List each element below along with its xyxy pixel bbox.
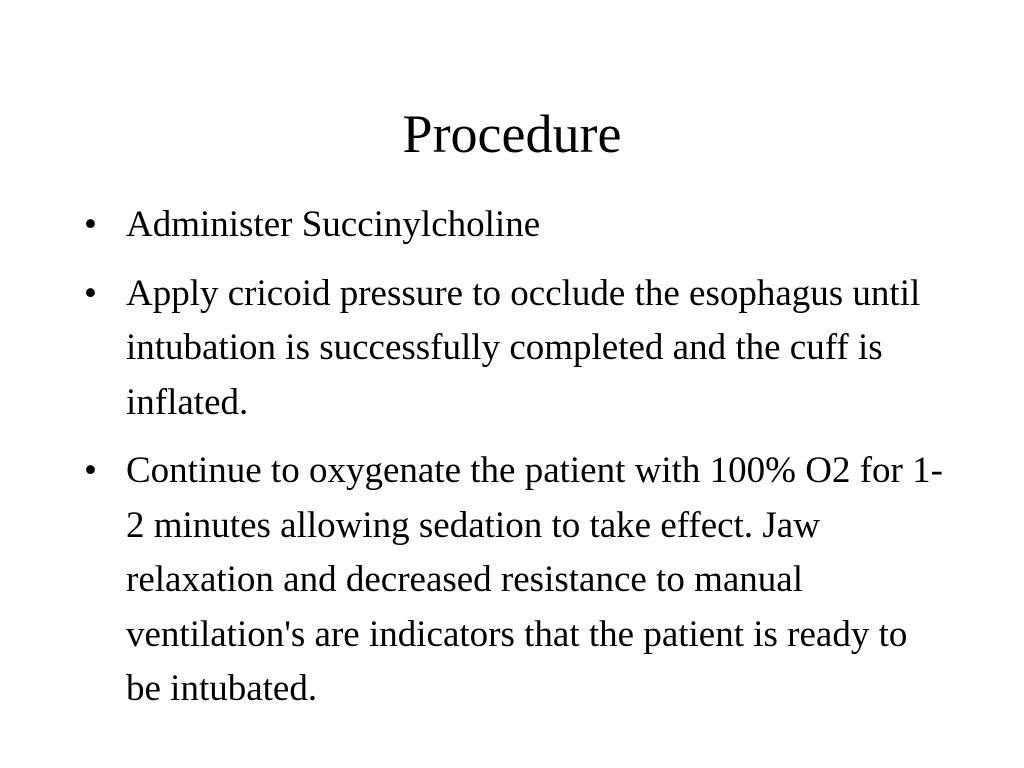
bullet-item (84, 444, 944, 717)
bullet-dot-icon: • (84, 204, 97, 245)
bullet-item (84, 267, 944, 431)
bullet-dot-icon: • (84, 272, 97, 314)
bullet-text: Administer Succinylcholine (126, 204, 541, 245)
bullet-item (84, 198, 944, 253)
slide-title: Procedure (402, 104, 622, 164)
bullet-text: Continue to oxygenate the patient with 100% O2 for 1-2 minutes allowing sedation to take effect. Jaw relaxation and decreased resistance to manual ventilation's are indicators that the patient is ready to be intubated. (126, 450, 943, 709)
bullet-text: Apply cricoid pressure to occlude the esophagus until intubation is successfully completed and the cuff is inflated. (126, 272, 921, 423)
bullet-list (84, 198, 944, 731)
bullet-dot-icon: • (84, 450, 97, 491)
